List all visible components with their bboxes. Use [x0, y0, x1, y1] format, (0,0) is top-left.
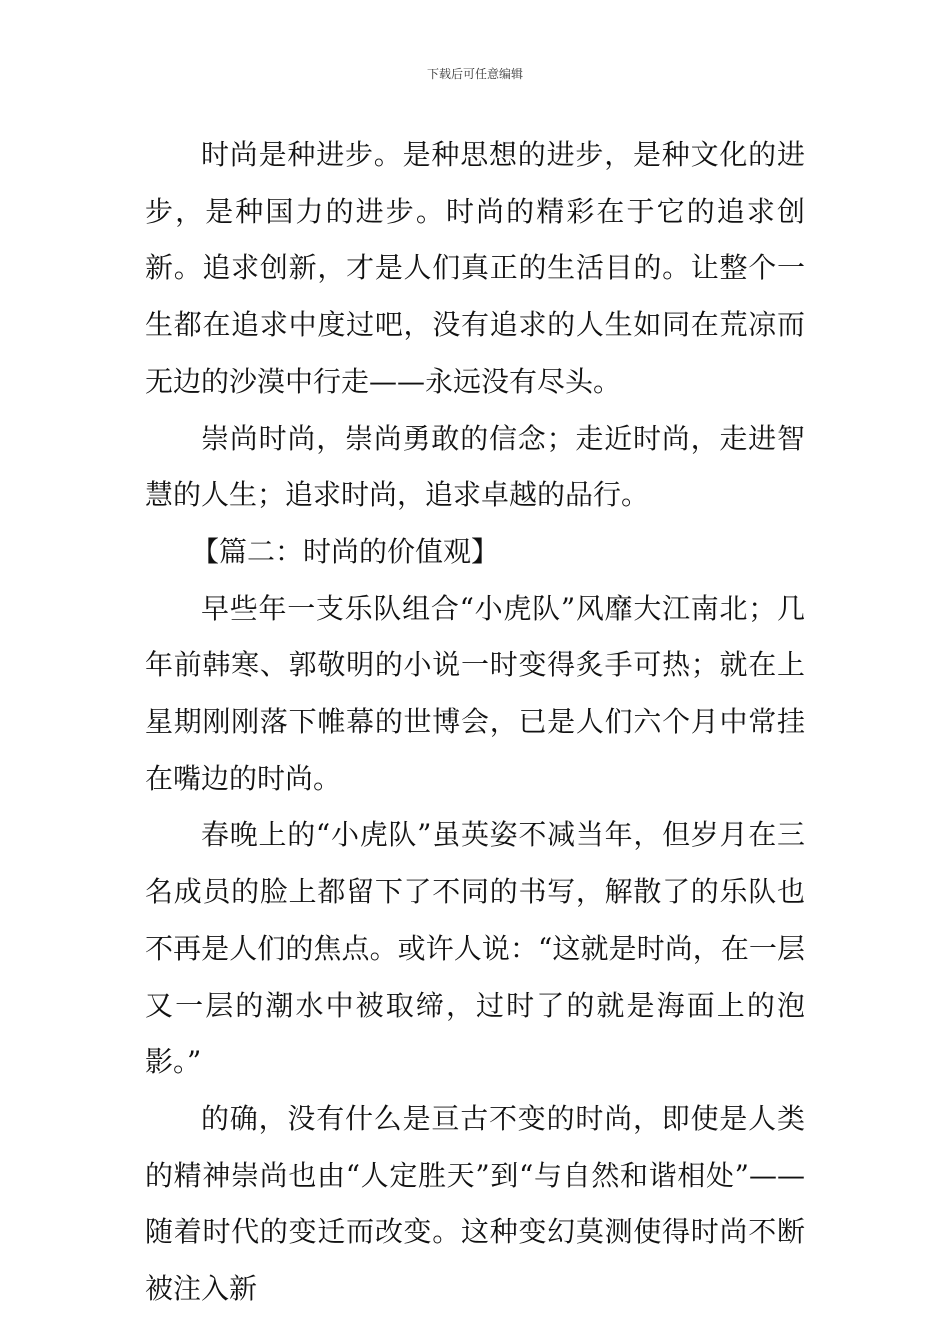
document-body	[145, 127, 805, 1318]
paragraph-2: 崇尚时尚，崇尚勇敢的信念；走近时尚，走进智慧的人生；追求时尚，追求卓越的品行。	[145, 421, 805, 512]
paragraph-5: 的确，没有什么是亘古不变的时尚，即使是人类的精神崇尚也由“人定胜天”到“与自然和谐相处”——随着时代的变迁而改变。这种变幻莫测使得时尚不断被注入新	[145, 1101, 805, 1306]
page-header-note: 下载后可任意编辑	[426, 67, 523, 81]
paragraph-4: 春晚上的“小虎队”虽英姿不减当年，但岁月在三名成员的脸上都留下了不同的书写，解散了的乐队也不再是人们的焦点。或许人说：“这就是时尚，在一层又一层的潮水中被取缔，过时了的就是海面上的泡影。”	[145, 818, 805, 1079]
section-heading: 【篇二：时尚的价值观】	[191, 534, 500, 568]
paragraph-1: 时尚是种进步。是种思想的进步，是种文化的进步，是种国力的进步。时尚的精彩在于它的追求创新。追求创新，才是人们真正的生活目的。让整个一生都在追求中度过吧，没有追求的人生如同在荒凉而无边的沙漠中行走——永远没有尽头。	[145, 138, 805, 398]
paragraph-3: 早些年一支乐队组合“小虎队”风靡大江南北；几年前韩寒、郭敬明的小说一时变得炙手可热；就在上星期刚刚落下帷幕的世博会，已是人们六个月中常挂在嘴边的时尚。	[145, 591, 805, 795]
